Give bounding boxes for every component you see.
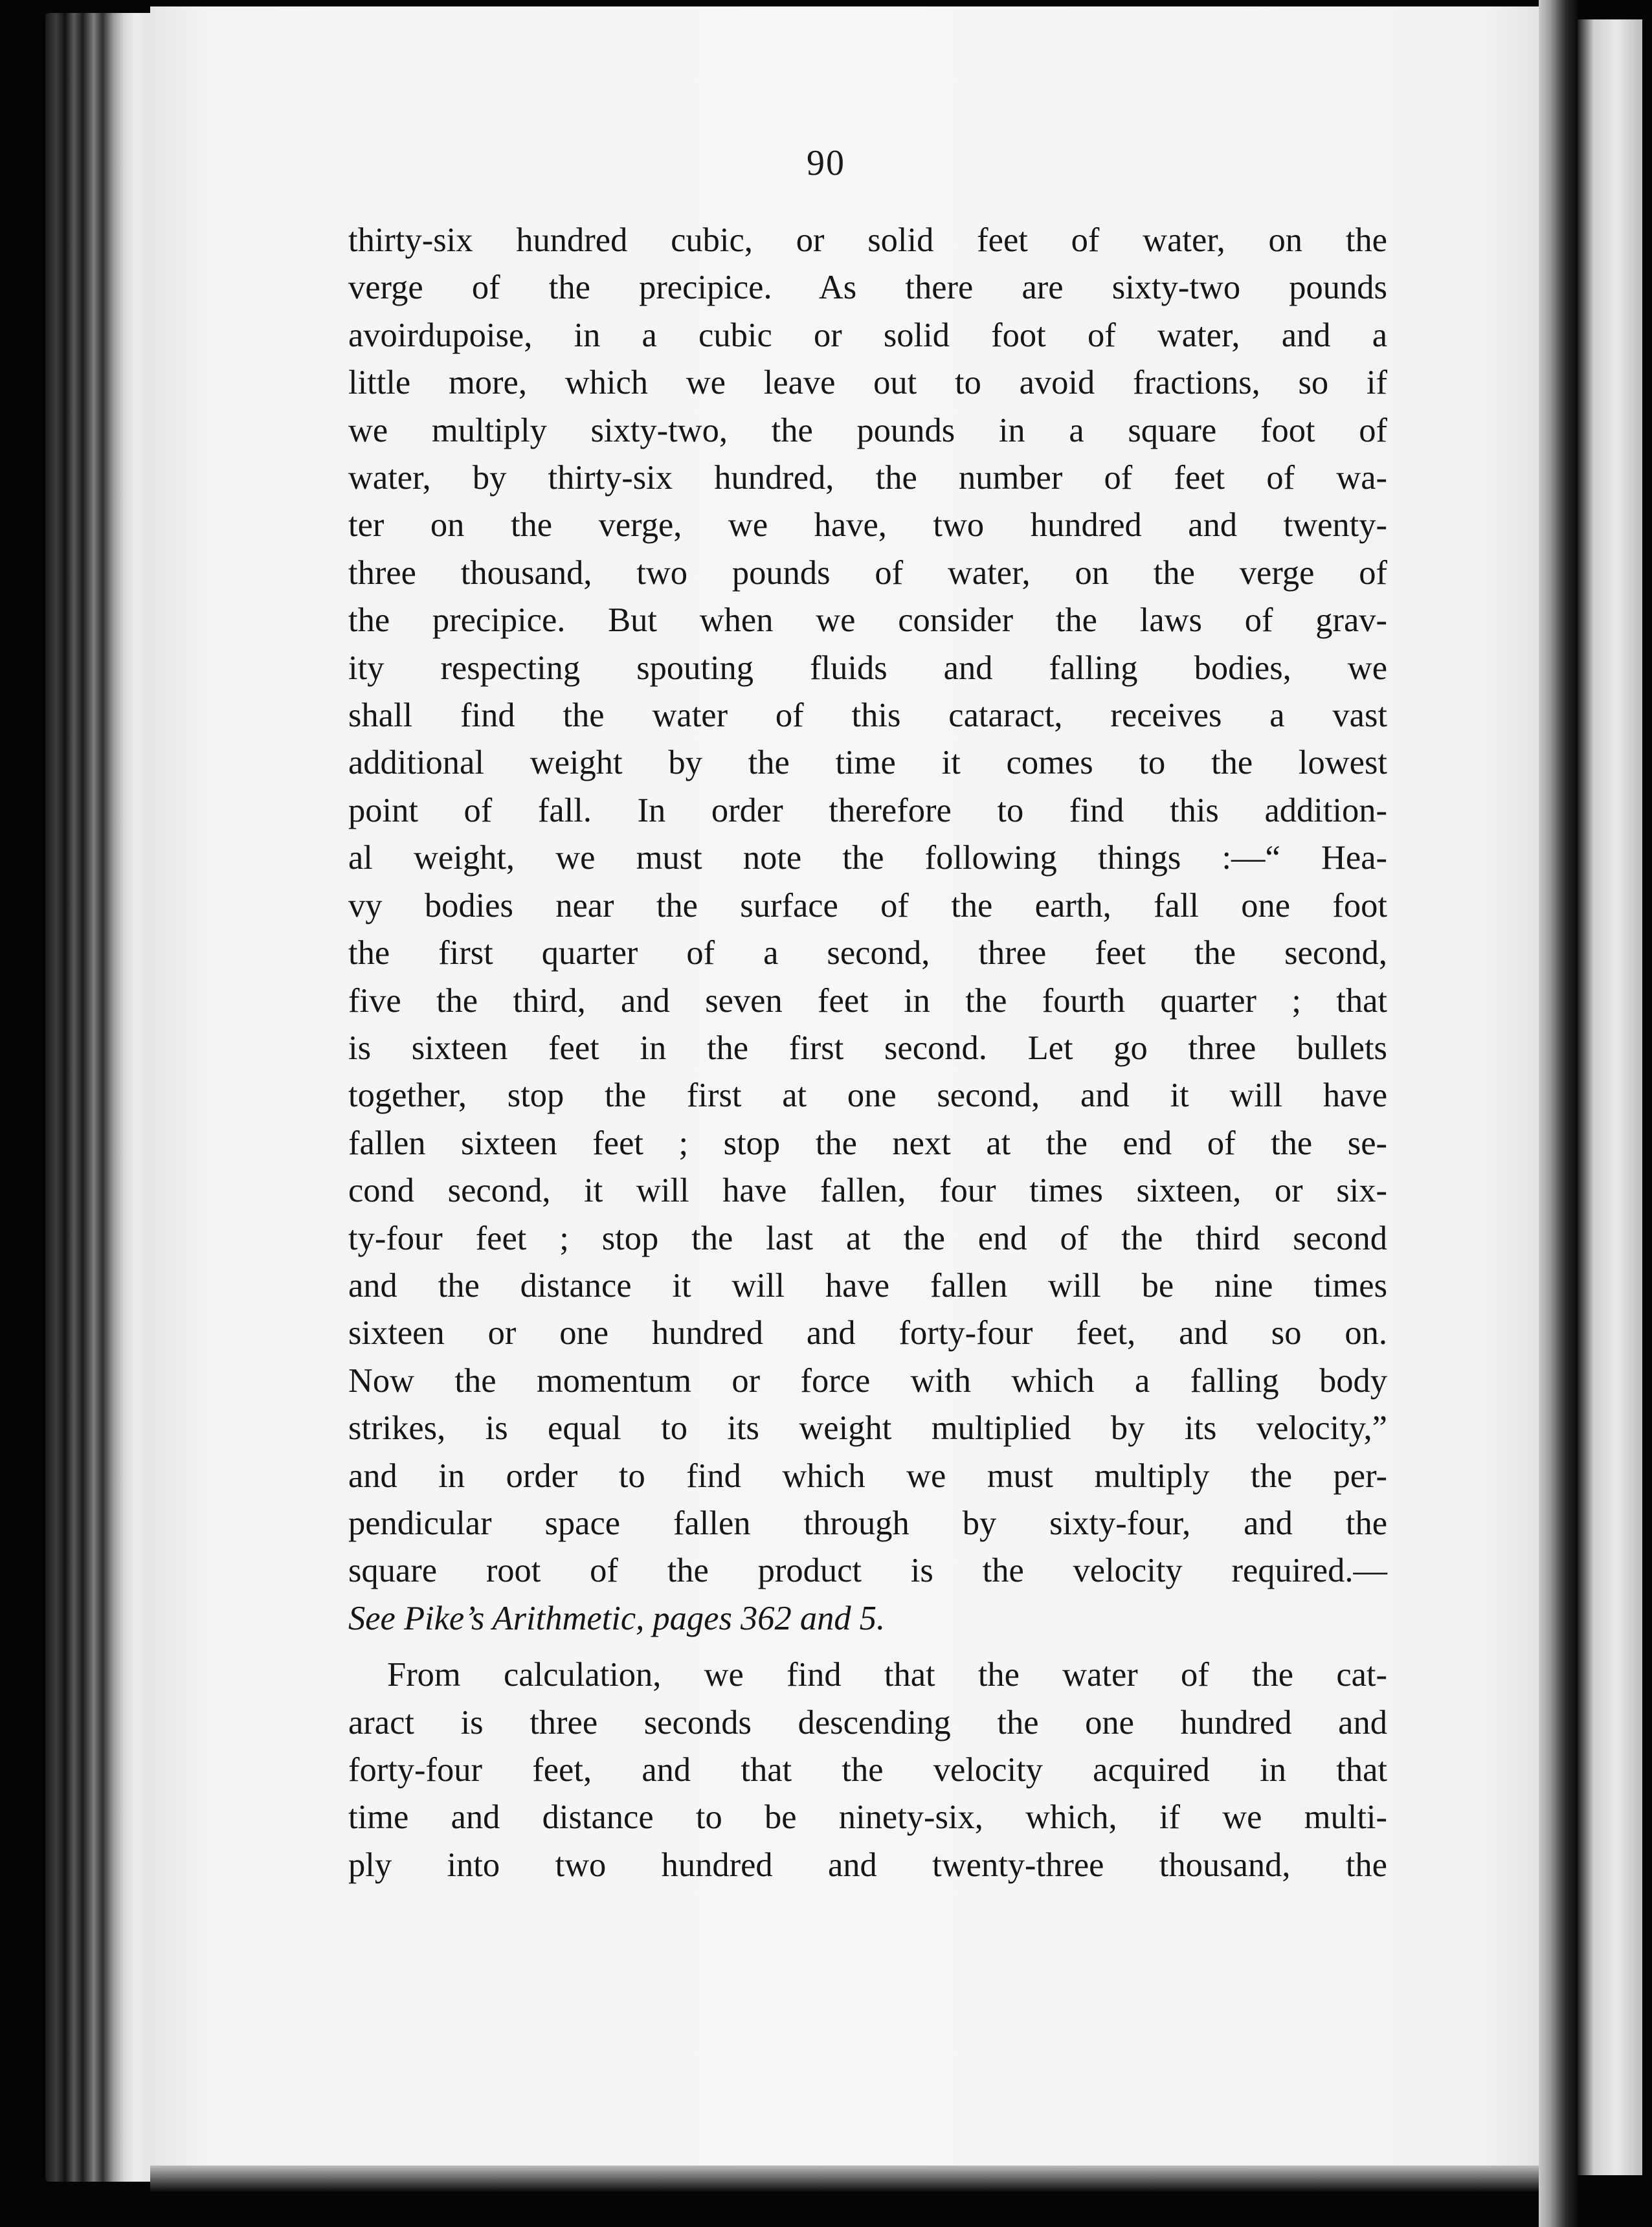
text-line: together, stop the first at one second, and it will have bbox=[348, 1077, 1387, 1115]
text-line: vy bodies near the surface of the earth, fall one foot bbox=[348, 886, 1387, 924]
text-line: al weight, we must note the following things :—“ Hea- bbox=[348, 839, 1387, 877]
text-line: strikes, is equal to its weight multiplied by its velocity,” bbox=[348, 1409, 1387, 1448]
text-line: sixteen or one hundred and forty-four feet, and so on. bbox=[348, 1314, 1387, 1352]
paragraph-2 bbox=[348, 1651, 1387, 1889]
text-line: point of fall. In order therefore to find this addition- bbox=[348, 791, 1387, 829]
text-line: thirty-six hundred cubic, or solid feet of water, on the bbox=[348, 221, 1387, 259]
text-line: square root of the product is the velocity required.— bbox=[348, 1552, 1387, 1590]
page-bottom-edge bbox=[150, 2165, 1539, 2191]
text-line: shall find the water of this cataract, receives a vast bbox=[348, 697, 1387, 735]
text-line: the first quarter of a second, three feet the second, bbox=[348, 934, 1387, 972]
text-line: time and distance to be ninety-six, which, if we multi- bbox=[348, 1798, 1387, 1837]
text-line: verge of the precipice. As there are sixty-two pounds bbox=[348, 269, 1387, 307]
text-line: pendicular space fallen through by sixty-four, and the bbox=[348, 1504, 1387, 1542]
book-gutter bbox=[1539, 0, 1578, 2227]
text-line: From calculation, we find that the water of the cat- bbox=[387, 1656, 1387, 1694]
paragraph-gap bbox=[348, 1642, 1387, 1651]
text-line: water, by thirty-six hundred, the number of feet of wa- bbox=[348, 459, 1387, 497]
text-line: ty-four feet ; stop the last at the end of the third second bbox=[348, 1219, 1387, 1257]
text-line: aract is three seconds descending the one hundred and bbox=[348, 1703, 1387, 1741]
text-line: fallen sixteen feet ; stop the next at the end of the se- bbox=[348, 1124, 1387, 1162]
text-line: ply into two hundred and twenty-three thousand, the bbox=[348, 1846, 1387, 1884]
text-line: additional weight by the time it comes to the lowest bbox=[348, 744, 1387, 782]
citation-line: See Pike’s Arithmetic, pages 362 and 5. bbox=[348, 1599, 886, 1637]
text-line: cond second, it will have fallen, four times sixteen, or six- bbox=[348, 1172, 1387, 1210]
text-line: Now the momentum or force with which a falling body bbox=[348, 1361, 1387, 1400]
text-line: we multiply sixty-two, the pounds in a square foot of bbox=[348, 411, 1387, 449]
text-line: the precipice. But when we consider the laws of grav- bbox=[348, 601, 1387, 640]
text-line: avoirdupoise, in a cubic or solid foot of water, and a bbox=[348, 316, 1387, 354]
text-line: and in order to find which we must multiply the per- bbox=[348, 1457, 1387, 1495]
text-line: little more, which we leave out to avoid fractions, so if bbox=[348, 364, 1387, 402]
text-line: three thousand, two pounds of water, on the verge of bbox=[348, 554, 1387, 592]
text-line: ter on the verge, we have, two hundred and twenty- bbox=[348, 506, 1387, 544]
book-page-edges bbox=[45, 13, 155, 2182]
text-line: ity respecting spouting fluids and falling bodies, we bbox=[348, 649, 1387, 687]
page-number: 90 bbox=[807, 143, 845, 183]
text-line: forty-four feet, and that the velocity acquired in that bbox=[348, 1751, 1387, 1789]
paragraph-1 bbox=[348, 217, 1387, 1642]
text-line: is sixteen feet in the first second. Let go three bullets bbox=[348, 1029, 1387, 1067]
text-line: and the distance it will have fallen will be nine times bbox=[348, 1266, 1387, 1304]
text-line: five the third, and seven feet in the fourth quarter ; that bbox=[348, 981, 1387, 1020]
facing-page-edge bbox=[1578, 19, 1642, 2175]
body-text bbox=[348, 217, 1387, 1889]
